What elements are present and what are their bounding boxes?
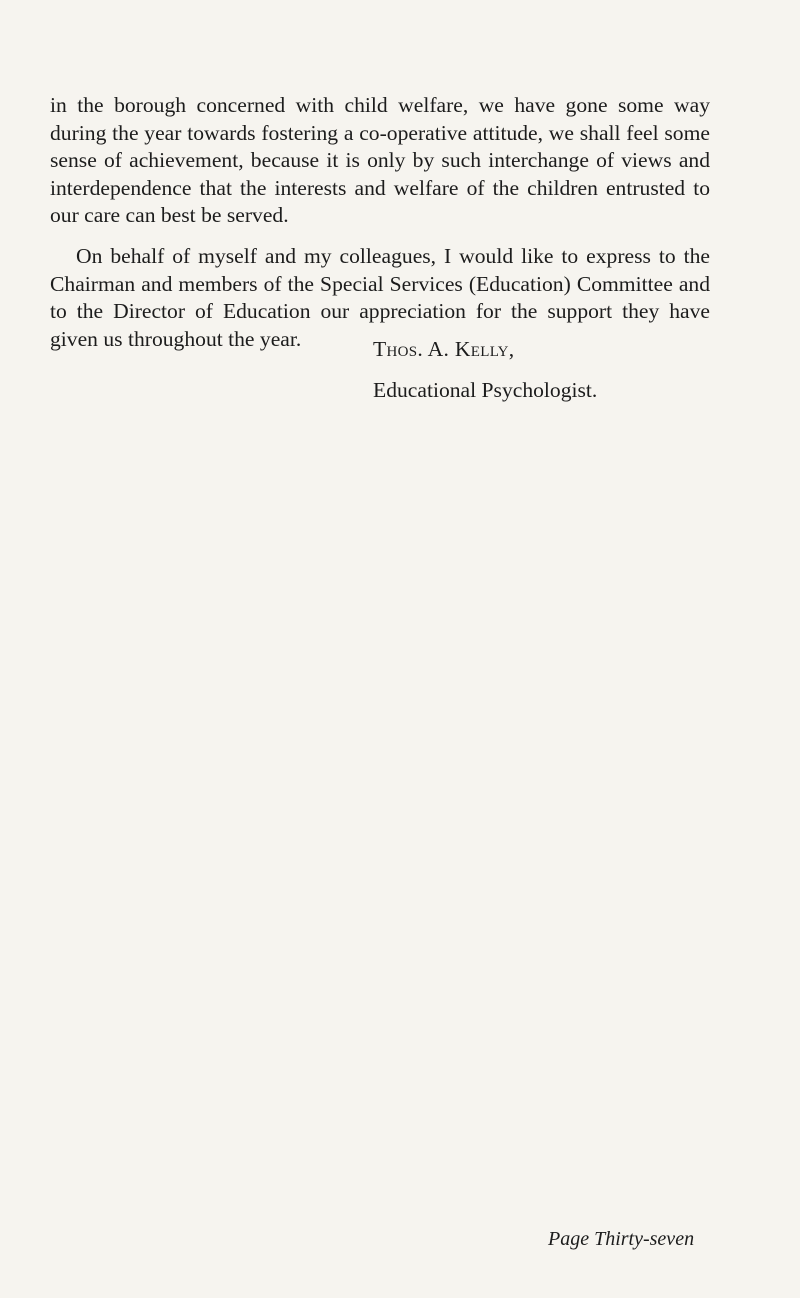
signatory-title: Educational Psychologist. — [373, 377, 598, 402]
paragraph-acknowledgement: On behalf of myself and my colleagues, I would like to express to the Chairman and members of the Special Services (Education) Committee and to the Director of Education our appreciation for the support they have given us throughout the year. — [50, 243, 710, 351]
paragraph-continuation: in the borough concerned with child welfare, we have gone some way during the year towards fostering a co-operative attitude, we shall feel some sense of achievement, because it is only by such interchange of views and interdependence that the interests and welfare of the children entrusted to our care can best be served. — [50, 93, 710, 228]
signature-block — [373, 336, 597, 404]
signatory-name: Thos. A. Kelly, — [373, 337, 515, 361]
body-text — [50, 92, 710, 353]
page-number: Page Thirty-seven — [548, 1228, 695, 1250]
